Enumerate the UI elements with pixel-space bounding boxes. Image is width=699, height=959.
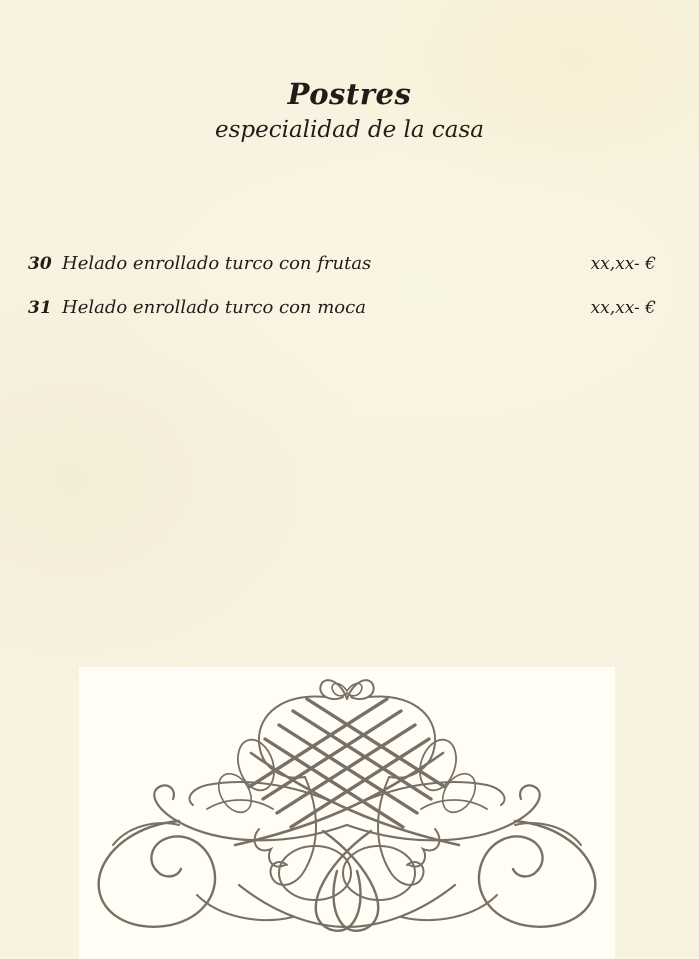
- item-name: Helado enrollado turco con moca: [62, 297, 366, 318]
- menu-items-list: [0, 253, 699, 341]
- menu-item-row: [0, 253, 699, 297]
- item-name: Helado enrollado turco con frutas: [62, 253, 372, 274]
- item-price: xx,xx- €: [590, 298, 656, 318]
- calligraphic-flourish-ornament: [79, 669, 615, 937]
- menu-item-row: [0, 297, 699, 341]
- item-number: 30: [28, 254, 52, 274]
- ornament-panel: [79, 667, 615, 959]
- item-number: 31: [28, 298, 52, 318]
- page-title: Postres: [287, 77, 412, 111]
- page-subtitle: especialidad de la casa: [214, 117, 484, 143]
- item-price: xx,xx- €: [590, 254, 656, 274]
